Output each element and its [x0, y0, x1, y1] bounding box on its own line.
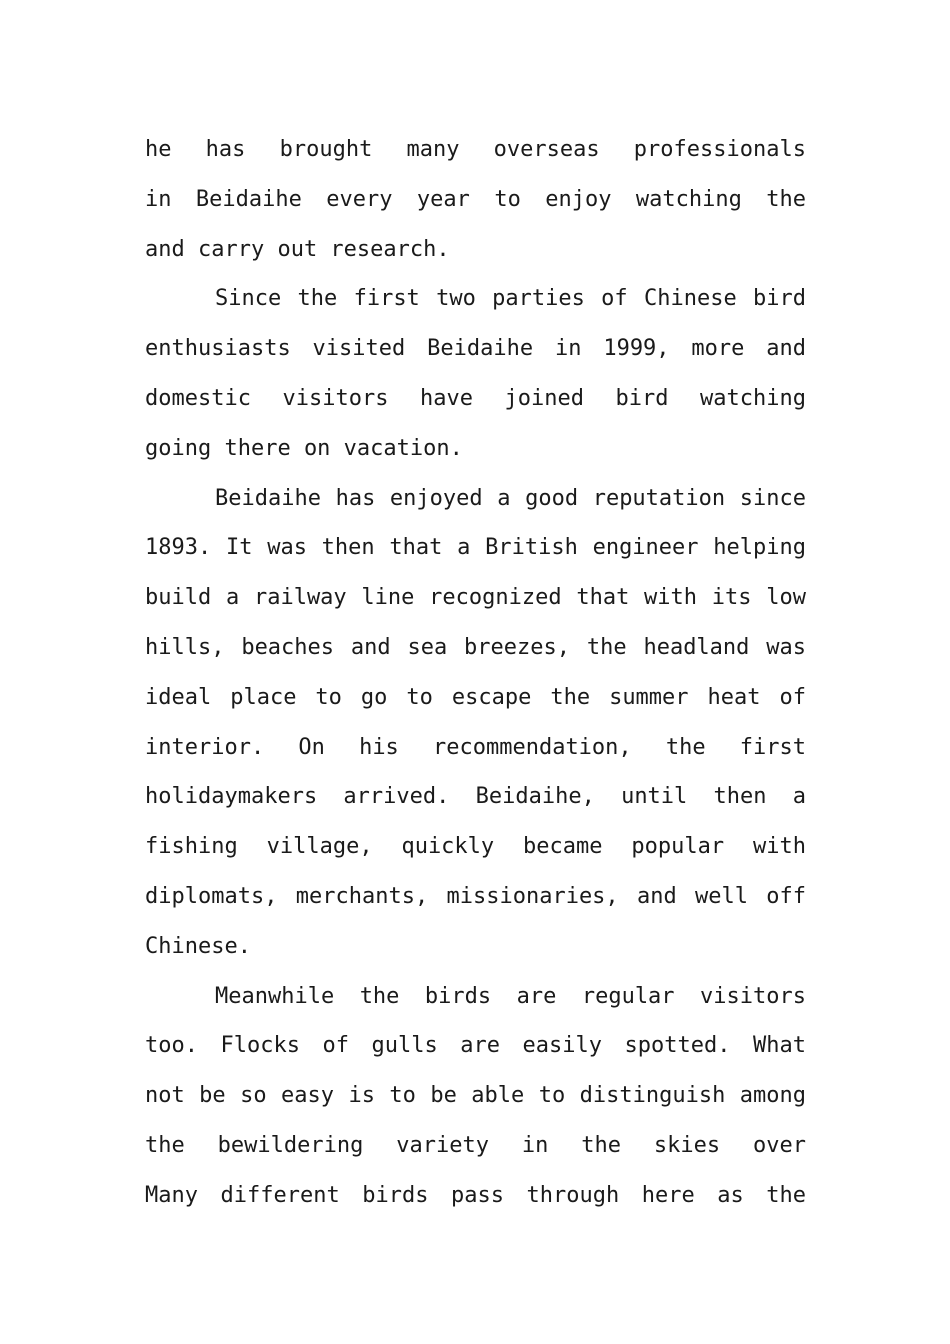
document-body [145, 125, 806, 1221]
text-line: Beidaihe has enjoyed a good reputation since [215, 485, 806, 511]
text-line: 1893. It was then that a British engineer helping [145, 535, 806, 561]
text-line: ideal place to go to escape the summer heat of [145, 684, 806, 710]
paragraph-2 [145, 274, 806, 473]
text-line: the bewildering variety in the skies over [145, 1132, 806, 1158]
text-line: Meanwhile the birds are regular visitors [215, 983, 806, 1009]
paragraph-1 [145, 125, 806, 274]
text-line: Many different birds pass through here as the [145, 1182, 806, 1208]
paragraph-4 [145, 972, 806, 1221]
text-line: hills, beaches and sea breezes, the headland was [145, 634, 806, 660]
text-line: enthusiasts visited Beidaihe in 1999, more and [145, 336, 806, 362]
text-line: going there on vacation. [145, 435, 463, 461]
paragraph-3 [145, 474, 806, 972]
text-line: diplomats, merchants, missionaries, and well off [145, 883, 806, 909]
text-line: domestic visitors have joined bird watching [145, 385, 806, 411]
text-line: build a railway line recognized that with its low [145, 585, 806, 611]
text-line: fishing village, quickly became popular with [145, 834, 806, 860]
text-line: in Beidaihe every year to enjoy watching the [145, 186, 806, 212]
text-line: Since the first two parties of Chinese bird [215, 286, 806, 312]
text-line: he has brought many overseas professionals [145, 137, 806, 162]
text-line: and carry out research. [145, 236, 450, 262]
text-line: Chinese. [145, 933, 251, 959]
text-line: holidaymakers arrived. Beidaihe, until then a [145, 784, 806, 810]
text-line: too. Flocks of gulls are easily spotted. What [145, 1033, 806, 1059]
text-line: not be so easy is to be able to distinguish among [145, 1083, 806, 1109]
text-line: interior. On his recommendation, the first [145, 734, 806, 760]
